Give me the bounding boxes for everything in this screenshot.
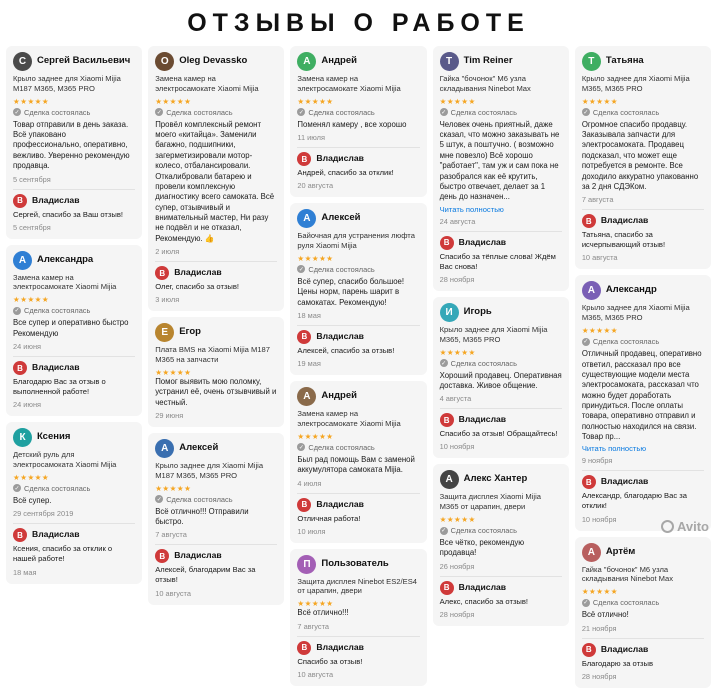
reply-date: 10 августа xyxy=(581,253,618,263)
avatar: T xyxy=(440,52,459,71)
author-name: Пользователь xyxy=(321,557,389,569)
reply-author-name: Владислав xyxy=(32,362,80,373)
reply-author-name: Владислав xyxy=(316,153,364,164)
review-date: 4 августа xyxy=(439,394,472,404)
review-card xyxy=(433,46,569,291)
review-card xyxy=(433,297,569,459)
check-icon: ✓ xyxy=(298,444,304,451)
author-name: Александр xyxy=(605,284,657,296)
reply-text: Алекс, спасибо за отзыв! xyxy=(439,596,529,606)
check-icon: ✓ xyxy=(298,109,304,116)
page-title: ОТЗЫВЫ О РАБОТЕ xyxy=(187,9,530,37)
review-text: Был рад помощь Вам с заменой аккумулятора самоката Mijia. xyxy=(297,454,415,475)
avatar: В xyxy=(582,214,596,228)
seller-reply xyxy=(297,147,419,190)
rating-stars: ★★★★★ xyxy=(439,347,476,357)
avatar: В xyxy=(13,194,27,208)
seller-reply xyxy=(440,576,562,619)
review-card xyxy=(148,317,284,427)
check-icon: ✓ xyxy=(14,109,20,116)
review-date: 7 августа xyxy=(581,195,614,205)
author-name: Tim Reiner xyxy=(463,55,513,67)
review-author xyxy=(155,439,277,458)
reply-date: 10 ноября xyxy=(439,442,475,452)
rating-stars: ★★★★★ xyxy=(13,295,50,305)
avatar: В xyxy=(440,581,454,595)
avatar: П xyxy=(297,555,316,574)
review-product[interactable]: Замена камер на электросамокате Xiaomi Mijia xyxy=(297,74,401,93)
review-text: Все супер и оперативно быстро Рекомендую xyxy=(13,318,129,338)
author-name: Игорь xyxy=(463,305,492,317)
review-author xyxy=(297,209,419,228)
review-product[interactable]: Защита дисплея Xiaomi Mijia M365 от царапин, двери xyxy=(439,492,542,512)
deal-status-label: Сделка состоялась xyxy=(308,442,375,452)
author-name: Артём xyxy=(605,545,636,557)
reply-author-name: Владислав xyxy=(458,581,507,592)
review-product[interactable]: Гайка "бочонок" M6 узла складывания Ninebot Max xyxy=(439,74,531,93)
reply-date: 10 ноября xyxy=(581,514,617,524)
seller-reply xyxy=(582,209,704,262)
deal-status xyxy=(13,484,135,493)
seller-reply xyxy=(13,356,135,409)
rating-stars: ★★★★★ xyxy=(13,96,50,106)
avito-watermark xyxy=(661,519,709,534)
review-product[interactable]: Крыло заднее для Xiaomi Mijia M365, M365 PRO xyxy=(581,74,690,93)
review-author xyxy=(297,387,419,406)
author-name: Алексей xyxy=(179,441,219,453)
deal-status-label: Сделка состоялась xyxy=(592,598,660,608)
reviews-column xyxy=(433,46,569,626)
review-card xyxy=(290,549,426,686)
review-card xyxy=(433,464,569,626)
reply-date: 28 ноября xyxy=(581,671,617,681)
review-author xyxy=(297,555,419,574)
review-date: 26 ноября xyxy=(439,561,475,571)
check-icon: ✓ xyxy=(298,266,304,273)
author-name: Oleg Devassko xyxy=(179,55,248,67)
reply-text: Ксения, спасибо за отклик о нашей работе! xyxy=(13,544,113,564)
avatar: А xyxy=(582,543,601,562)
read-full-link[interactable]: Читать полностью xyxy=(581,444,647,454)
review-date: 11 июля xyxy=(297,133,325,143)
review-author xyxy=(440,52,562,71)
review-product[interactable]: Детский руль для электросамоката Xiaomi Mijia xyxy=(13,450,117,470)
review-text: Товар отправили в день заказа. Всё упаковано профессионально, оперативно, вежливо. Уверенно рекомендую продавца. xyxy=(13,119,130,171)
avatar: В xyxy=(582,643,596,657)
deal-status-label: Сделка состоялась xyxy=(24,107,91,117)
rating-stars: ★★★★★ xyxy=(297,253,334,263)
deal-status xyxy=(297,443,419,452)
reply-text: Спасибо за тёплые слова! Ждём Вас снова! xyxy=(439,251,556,271)
review-card xyxy=(290,381,426,543)
reply-author-name: Владислав xyxy=(174,550,222,561)
avatar: В xyxy=(582,475,596,489)
review-product[interactable]: Гайка "бочонок" M6 узла складывания Ninebot Max xyxy=(581,564,674,584)
review-date: 7 августа xyxy=(155,530,187,540)
avatar: А xyxy=(582,281,601,300)
review-product[interactable]: Замена камер на электросамокате Xiaomi Mijia xyxy=(297,409,401,428)
reply-date: 24 июня xyxy=(13,400,42,410)
deal-status xyxy=(440,108,562,117)
review-author xyxy=(13,428,135,447)
avatar: Т xyxy=(582,52,601,71)
avatar: В xyxy=(13,361,27,375)
reply-text: Алексей, спасибо за отзыв! xyxy=(297,345,395,355)
reply-text: Отличная работа! xyxy=(297,513,361,523)
rating-stars: ★★★★★ xyxy=(439,515,476,525)
author-name: Александра xyxy=(37,253,94,265)
reply-text: Благодарю за отзыв xyxy=(581,658,654,668)
rating-stars: ★★★★★ xyxy=(297,431,334,441)
reply-date: 28 ноября xyxy=(439,274,475,284)
reply-author-name: Владислав xyxy=(600,215,649,226)
check-icon: ✓ xyxy=(583,109,589,116)
reply-author-name: Владислав xyxy=(600,643,649,654)
reviews-column xyxy=(6,46,142,584)
author-name: Алексей xyxy=(321,212,361,224)
deal-status-label: Сделка состоялась xyxy=(308,107,375,117)
reply-author-name: Владислав xyxy=(316,498,364,509)
check-icon: ✓ xyxy=(441,109,447,116)
reviews-column xyxy=(575,46,711,688)
review-date: 21 ноября xyxy=(581,623,617,633)
check-icon: ✓ xyxy=(441,528,447,535)
avatar: В xyxy=(440,236,454,250)
review-text: Всё отлично!!! Отправили быстро. xyxy=(155,506,249,526)
author-name: Татьяна xyxy=(605,55,644,67)
author-name: Ксения xyxy=(37,431,71,443)
reply-text: Сергей, спасибо за Ваш отзыв! xyxy=(13,209,123,219)
review-date: 29 июня xyxy=(155,410,184,420)
review-card xyxy=(575,46,711,269)
avatar: А xyxy=(155,439,174,458)
review-author xyxy=(297,52,419,71)
reply-author-name: Владислав xyxy=(600,476,649,487)
reply-author-name: Владислав xyxy=(32,529,80,540)
reviews-column xyxy=(290,46,426,686)
seller-reply xyxy=(440,231,562,284)
review-date: 9 ноября xyxy=(581,456,613,466)
deal-status-label: Сделка состоялась xyxy=(24,483,91,493)
avatar: В xyxy=(155,549,169,563)
rating-stars: ★★★★★ xyxy=(581,96,618,106)
reply-date: 10 августа xyxy=(297,669,334,679)
seller-reply xyxy=(582,470,704,523)
deal-status xyxy=(297,108,419,117)
rating-stars: ★★★★★ xyxy=(155,483,192,493)
review-text: Поменял камеру , все хорошо xyxy=(297,119,407,129)
deal-status xyxy=(440,526,562,535)
reply-author-name: Владислав xyxy=(458,236,507,247)
review-text: Всё супер, спасибо большое! Цены норм, парень шарит в самокатах. Рекомендую! xyxy=(297,276,405,307)
reply-author-name: Владислав xyxy=(32,194,80,205)
check-icon: ✓ xyxy=(14,485,20,492)
review-product[interactable]: Защита дисплея Ninebot ES2/ES4 от царапин, двери xyxy=(297,576,417,596)
deal-status-label: Сделка состоялась xyxy=(166,494,233,504)
review-card xyxy=(148,46,284,311)
rating-stars: ★★★★★ xyxy=(581,326,618,336)
deal-status xyxy=(155,108,277,117)
author-name: Алекс Хантер xyxy=(463,473,528,485)
review-card xyxy=(290,203,426,375)
review-text: Человек очень приятный, даже сказал, что можно заказывать не 5 штук, а поштучно. ( возможно мне повезло) Всё хорошо "работает", там уж и сам пока не разобрался как её крутить, быстро отвечает, делает за 1 день до назначен... xyxy=(439,119,560,202)
avatar: А xyxy=(13,251,32,270)
review-author xyxy=(582,52,704,71)
review-date: 29 сентября 2019 xyxy=(13,509,74,519)
review-author xyxy=(13,251,135,270)
deal-status-label: Сделка состоялась xyxy=(166,107,233,117)
reply-author-name: Владислав xyxy=(316,641,364,652)
review-date: 4 июля xyxy=(297,478,322,488)
avatar: В xyxy=(297,498,311,512)
reply-text: Благодарю Вас за отзыв о выполненной работе! xyxy=(13,377,106,397)
deal-status-label: Сделка состоялась xyxy=(450,358,517,368)
avito-watermark-label: Avito xyxy=(676,519,709,534)
deal-status xyxy=(440,359,562,368)
seller-reply xyxy=(155,261,277,304)
reply-author-name: Владислав xyxy=(316,331,364,342)
avatar: А xyxy=(297,387,316,406)
author-name: Андрей xyxy=(321,55,357,67)
review-text: Всё супер. xyxy=(13,495,52,505)
avatar: А xyxy=(297,209,316,228)
review-text: Всё отлично!!! xyxy=(297,608,349,618)
reply-text: Александр, благодарю Вас за отклик! xyxy=(581,491,687,511)
reviews-column xyxy=(148,46,284,605)
review-text: Провёл комплексный ремонт моего «китайца». Заменили багажно, подшипники, загерметизировали мотор-колесо, отбалансировали. Откалибровали батарею и провели комплексную диагностику всего самоката. Всё супер, отзывчивый и внимательный мастер, Ни разу не подвёл и не отказал, Рекомендую. 👍 xyxy=(155,119,275,243)
reply-text: Андрей, спасибо за отклик! xyxy=(297,168,394,178)
review-product[interactable]: Байочная для устранения люфта руля Xiaomi Mijia xyxy=(297,231,415,251)
deal-status-label: Сделка состоялась xyxy=(450,526,517,536)
review-product[interactable]: Замена камер на электросамокате Xiaomi Mijia xyxy=(13,272,117,292)
deal-status xyxy=(297,265,419,274)
rating-stars: ★★★★★ xyxy=(297,96,334,106)
rating-stars: ★★★★★ xyxy=(439,96,476,106)
avatar: В xyxy=(297,330,311,344)
deal-status xyxy=(582,337,704,346)
review-product[interactable]: Крыло заднее для Xiaomi Mijia M187 M365, M365 PRO xyxy=(155,460,264,480)
reply-date: 28 ноября xyxy=(439,609,475,619)
review-date: 7 августа xyxy=(297,621,330,631)
review-product[interactable]: Крыло заднее для Xiaomi Mijia M365, M365 PRO xyxy=(439,324,548,344)
deal-status-label: Сделка состоялась xyxy=(450,107,517,117)
author-name: Егор xyxy=(179,326,201,338)
seller-reply xyxy=(13,189,135,232)
deal-status-label: Сделка состоялась xyxy=(308,264,375,274)
review-card xyxy=(6,46,142,239)
reply-date: 10 июля xyxy=(297,526,326,536)
seller-reply xyxy=(297,325,419,368)
deal-status xyxy=(13,108,135,117)
author-name: Сергей Васильевич xyxy=(37,55,131,67)
rating-stars: ★★★★★ xyxy=(13,472,50,482)
seller-reply xyxy=(582,638,704,681)
deal-status xyxy=(582,108,704,117)
deal-status-label: Сделка состоялась xyxy=(24,306,91,316)
seller-reply xyxy=(297,636,419,679)
reply-date: 19 мая xyxy=(297,359,321,369)
avatar: В xyxy=(297,641,311,655)
reply-date: 10 августа xyxy=(155,588,191,598)
avatar: В xyxy=(155,266,169,280)
review-date: 2 июля xyxy=(155,247,180,257)
rating-stars: ★★★★★ xyxy=(155,96,192,106)
review-card xyxy=(148,433,284,605)
review-product[interactable]: Крыло заднее для Xiaomi Mijia M365, M365 PRO xyxy=(581,303,690,323)
review-author xyxy=(155,323,277,342)
avatar: А xyxy=(297,52,316,71)
check-icon: ✓ xyxy=(156,109,162,116)
reply-date: 3 июля xyxy=(155,295,180,305)
reply-author-name: Владислав xyxy=(174,267,222,278)
review-text: Хороший продавец. Оперативная доставка. Живое общение. xyxy=(439,370,562,390)
rating-stars: ★★★★★ xyxy=(297,599,334,609)
review-card xyxy=(575,537,711,688)
review-product[interactable]: Плата BMS на Xiaomi Mijia M187 M365 на запчасти xyxy=(155,345,271,364)
avito-logo-icon xyxy=(661,520,674,533)
avatar: С xyxy=(13,52,32,71)
rating-stars: ★★★★★ xyxy=(155,367,192,377)
review-author xyxy=(582,543,704,562)
reply-date: 5 сентября xyxy=(13,222,51,232)
reviews-grid xyxy=(0,46,717,688)
avatar: Е xyxy=(155,323,174,342)
seller-reply xyxy=(13,523,135,576)
deal-status xyxy=(13,306,135,315)
reply-author-name: Владислав xyxy=(458,414,507,425)
review-date: 24 августа xyxy=(439,216,476,226)
review-author xyxy=(440,303,562,322)
review-date: 18 мая xyxy=(297,310,321,320)
deal-status xyxy=(155,495,277,504)
author-name: Андрей xyxy=(321,390,357,402)
reply-text: Алексей, благодарим Вас за отзыв! xyxy=(155,565,256,585)
check-icon: ✓ xyxy=(583,339,589,346)
reply-text: Олег, спасибо за отзыв! xyxy=(155,282,240,292)
review-product[interactable]: Крыло заднее для Xiaomi Mijia M187 M365, M365 PRO xyxy=(13,74,121,93)
avatar: В xyxy=(13,528,27,542)
review-date: 5 сентября xyxy=(13,174,51,184)
review-card xyxy=(575,275,711,530)
rating-stars: ★★★★★ xyxy=(581,587,618,597)
review-text: Помог выявить мою поломку, устранил её, очень отзывчивый и честный. xyxy=(155,376,277,407)
avatar: O xyxy=(155,52,174,71)
avatar: И xyxy=(440,303,459,322)
avatar: А xyxy=(440,470,459,489)
reply-date: 18 мая xyxy=(13,567,37,577)
deal-status-label: Сделка состоялась xyxy=(592,337,660,347)
reply-text: Спасибо за отзыв! Обращайтесь! xyxy=(439,429,558,439)
avatar: В xyxy=(297,152,311,166)
review-author xyxy=(155,52,277,71)
avatar: В xyxy=(440,413,454,427)
review-text: Всё отлично! xyxy=(581,610,629,620)
review-author xyxy=(440,470,562,489)
review-author xyxy=(582,281,704,300)
seller-reply xyxy=(155,544,277,597)
review-text: Огромное спасибо продавцу. Заказывала запчасти для электросамоката. Продавец подсказал, что может еще потребуется в ремонте. Все доходило аккуратно упакованно за 2 дня СДЭКом. xyxy=(581,119,699,191)
check-icon: ✓ xyxy=(14,308,20,315)
reply-date: 20 августа xyxy=(297,181,334,191)
seller-reply xyxy=(440,408,562,451)
review-card xyxy=(6,422,142,583)
deal-status-label: Сделка состоялась xyxy=(592,107,660,117)
review-text: Отличный продавец, оперативно ответил, рассказал про все существующие модели места электросамоката, рассказал что можно будет доработать принудиться. После оплаты товара, оперативно отправил и полностью находился на связи. Товар пр... xyxy=(581,349,702,442)
review-author xyxy=(13,52,135,71)
read-full-link[interactable]: Читать полностью xyxy=(439,204,504,214)
seller-reply xyxy=(297,493,419,536)
check-icon: ✓ xyxy=(441,360,447,367)
reply-text: Татьяна, спасибо за исчерпывающий отзыв! xyxy=(581,230,666,250)
reply-text: Спасибо за отзыв! xyxy=(297,656,363,666)
review-card xyxy=(6,245,142,417)
check-icon: ✓ xyxy=(156,496,162,503)
avatar: К xyxy=(13,428,32,447)
deal-status xyxy=(582,598,704,607)
review-date: 24 июня xyxy=(13,342,42,352)
check-icon: ✓ xyxy=(583,600,589,607)
review-card xyxy=(290,46,426,197)
review-text: Все чётко, рекомендую продавца! xyxy=(439,538,525,558)
review-product[interactable]: Замена камер на электросамокате Xiaomi Mijia xyxy=(155,74,259,93)
